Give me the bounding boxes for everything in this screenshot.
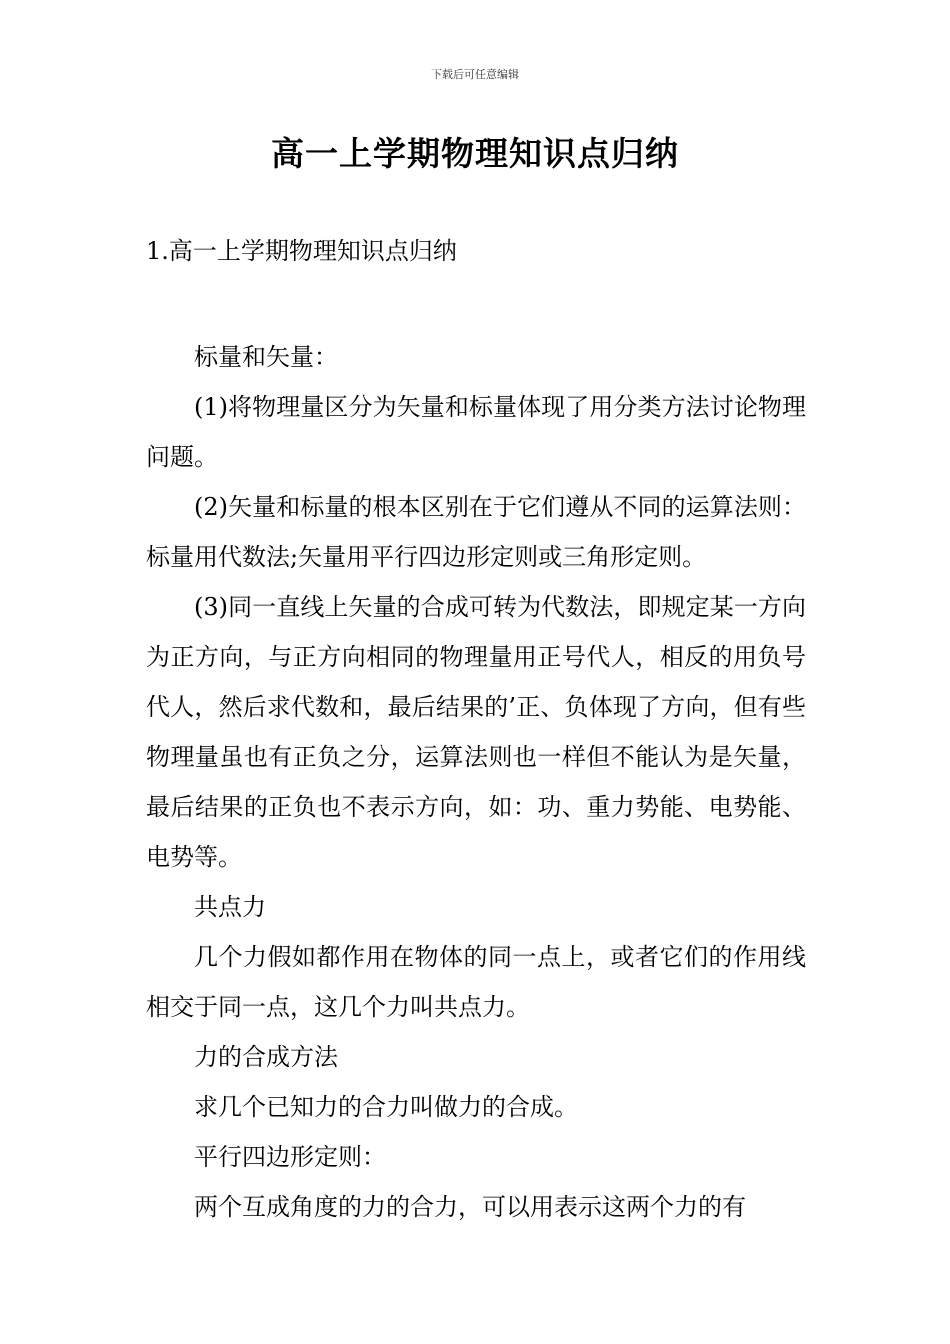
section-heading: 1.高一上学期物理知识点归纳 xyxy=(146,237,457,265)
paragraph-force-composition-definition: 求几个已知力的合力叫做力的合成。 xyxy=(194,1093,578,1121)
paragraph-force-composition-heading: 力的合成方法 xyxy=(194,1043,338,1071)
paragraph-point-2: (2)矢量和标量的根本区别在于它们遵从不同的运算法则：标量用代数法;矢量用平行四边形定则或三角形定则。 xyxy=(146,493,806,571)
paragraph-parallelogram-rule-heading: 平行四边形定则： xyxy=(194,1143,386,1171)
paragraph-point-1: (1)将物理量区分为矢量和标量体现了用分类方法讨论物理问题。 xyxy=(146,393,806,471)
paragraph-concurrent-forces-definition: 几个力假如都作用在物体的同一点上，或者它们的作用线相交于同一点，这几个力叫共点力。 xyxy=(146,943,806,1021)
document-body xyxy=(146,332,806,1232)
header-note: 下载后可任意编辑 xyxy=(431,68,519,81)
paragraph-parallelogram-rule-text: 两个互成角度的力的合力，可以用表示这两个力的有 xyxy=(194,1193,746,1221)
document-title: 高一上学期物理知识点归纳 xyxy=(271,134,679,173)
paragraph-point-3: (3)同一直线上矢量的合成可转为代数法，即规定某一方向为正方向，与正方向相同的物理量用正号代人，相反的用负号代人，然后求代数和，最后结果的’正、负体现了方向，但有些物理量虽也有正负之分，运算法则也一样但不能认为是矢量，最后结果的正负也不表示方向，如：功、重力势能、电势能、电势等。 xyxy=(146,593,806,871)
paragraph-scalar-vector-heading: 标量和矢量： xyxy=(194,343,338,371)
paragraph-concurrent-forces-heading: 共点力 xyxy=(194,893,266,921)
